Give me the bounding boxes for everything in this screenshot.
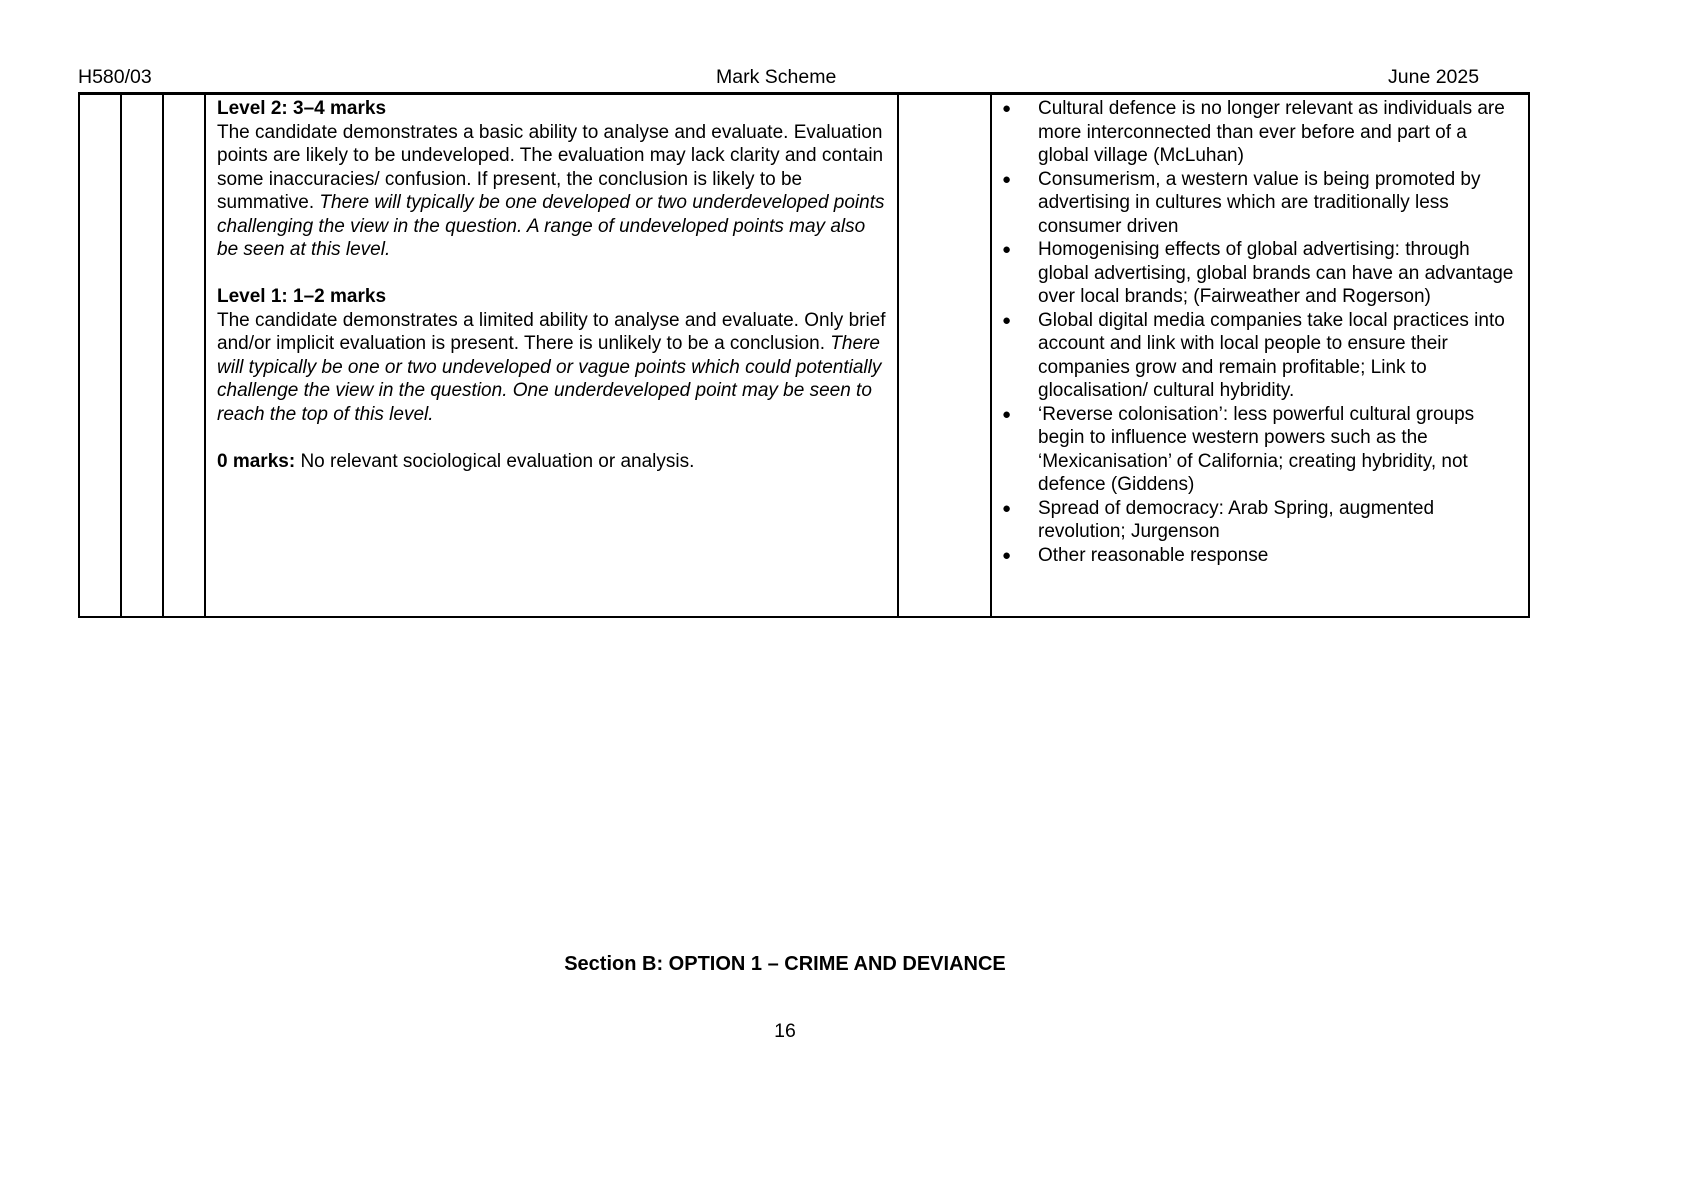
list-item [1000, 238, 1520, 309]
list-item [1000, 168, 1520, 239]
item-text: Other reasonable response [1038, 544, 1269, 566]
item-text: Cultural defence is no longer relevant as individuals are more interconnected than ever before and part of a global village (McLuhan) [1038, 98, 1505, 166]
list-item [1000, 97, 1520, 168]
bullet-icon: ● [1002, 546, 1012, 564]
page-number: 16 [774, 1020, 796, 1042]
bullet-icon: ● [1002, 311, 1012, 329]
level-heading: Level 2: 3–4 marks [217, 98, 387, 119]
item-text: Spread of democracy: Arab Spring, augmented revolution; Jurgenson [1038, 497, 1435, 542]
list-item [1000, 403, 1520, 497]
level-0 [217, 450, 887, 474]
level-1 [217, 285, 887, 426]
bullet-icon: ● [1002, 170, 1012, 188]
section-heading: Section B: OPTION 1 – CRIME AND DEVIANCE [564, 953, 1006, 975]
list-item [1000, 544, 1520, 568]
marks-cell [898, 94, 991, 618]
level-italic: There will typically be one developed or two underdeveloped points challenging the view in the question. A range of undeveloped points may also be seen at this level. [217, 192, 885, 260]
question-cell [79, 94, 121, 618]
bullet-icon: ● [1002, 100, 1012, 117]
level-2 [217, 97, 887, 262]
table-row [79, 94, 1529, 618]
bullet-icon: ● [1002, 405, 1012, 423]
level-text: The candidate demonstrates a basic ability to analyse and evaluate. Evaluation points are likely to be undeveloped. The evaluation may lack clarity and contain some inaccuracies/ confusion. If present, the conclusion is likely to be summative. [217, 121, 884, 213]
bullet-icon: ● [1002, 499, 1012, 517]
guidance-cell [991, 94, 1529, 618]
level-heading: Level 1: 1–2 marks [217, 286, 387, 307]
zero-text: No relevant sociological evaluation or analysis. [295, 450, 695, 472]
level-italic: There will typically be one or two undeveloped or vague points which could potentially challenge the view in the question. One underdeveloped point may be seen to reach the top of this level. [217, 333, 882, 425]
subpart-cell [163, 94, 205, 618]
levels-cell [205, 94, 898, 618]
doc-code: H580/03 [78, 66, 152, 88]
mark-scheme-table [78, 92, 1530, 618]
doc-date: June 2025 [1388, 66, 1480, 88]
list-item [1000, 497, 1520, 544]
bullet-icon: ● [1002, 241, 1012, 258]
item-text: Global digital media companies take local practices into account and link with local people to ensure their companies grow and remain profitable; Link to glocalisation/ cultural hybridity. [1038, 309, 1505, 401]
level-text: The candidate demonstrates a limited ability to analyse and evaluate. Only brief and/or implicit evaluation is present. There is unlikely to be a conclusion. [217, 309, 886, 354]
doc-title: Mark Scheme [716, 66, 837, 88]
part-cell [121, 94, 163, 618]
list-item [1000, 309, 1520, 403]
zero-label: 0 marks: [217, 450, 296, 472]
item-text: Consumerism, a western value is being promoted by advertising in cultures which are traditionally less consumer driven [1038, 168, 1481, 237]
item-text: Homogenising effects of global advertising: through global advertising, global brands can have an advantage over local brands; (Fairweather and Rogerson) [1038, 239, 1514, 307]
item-text: ‘Reverse colonisation’: less powerful cultural groups begin to influence western powers such as the ‘Mexicanisation’ of California; creating hybridity, not defence (Giddens) [1038, 403, 1475, 495]
guidance-list [1000, 97, 1520, 567]
